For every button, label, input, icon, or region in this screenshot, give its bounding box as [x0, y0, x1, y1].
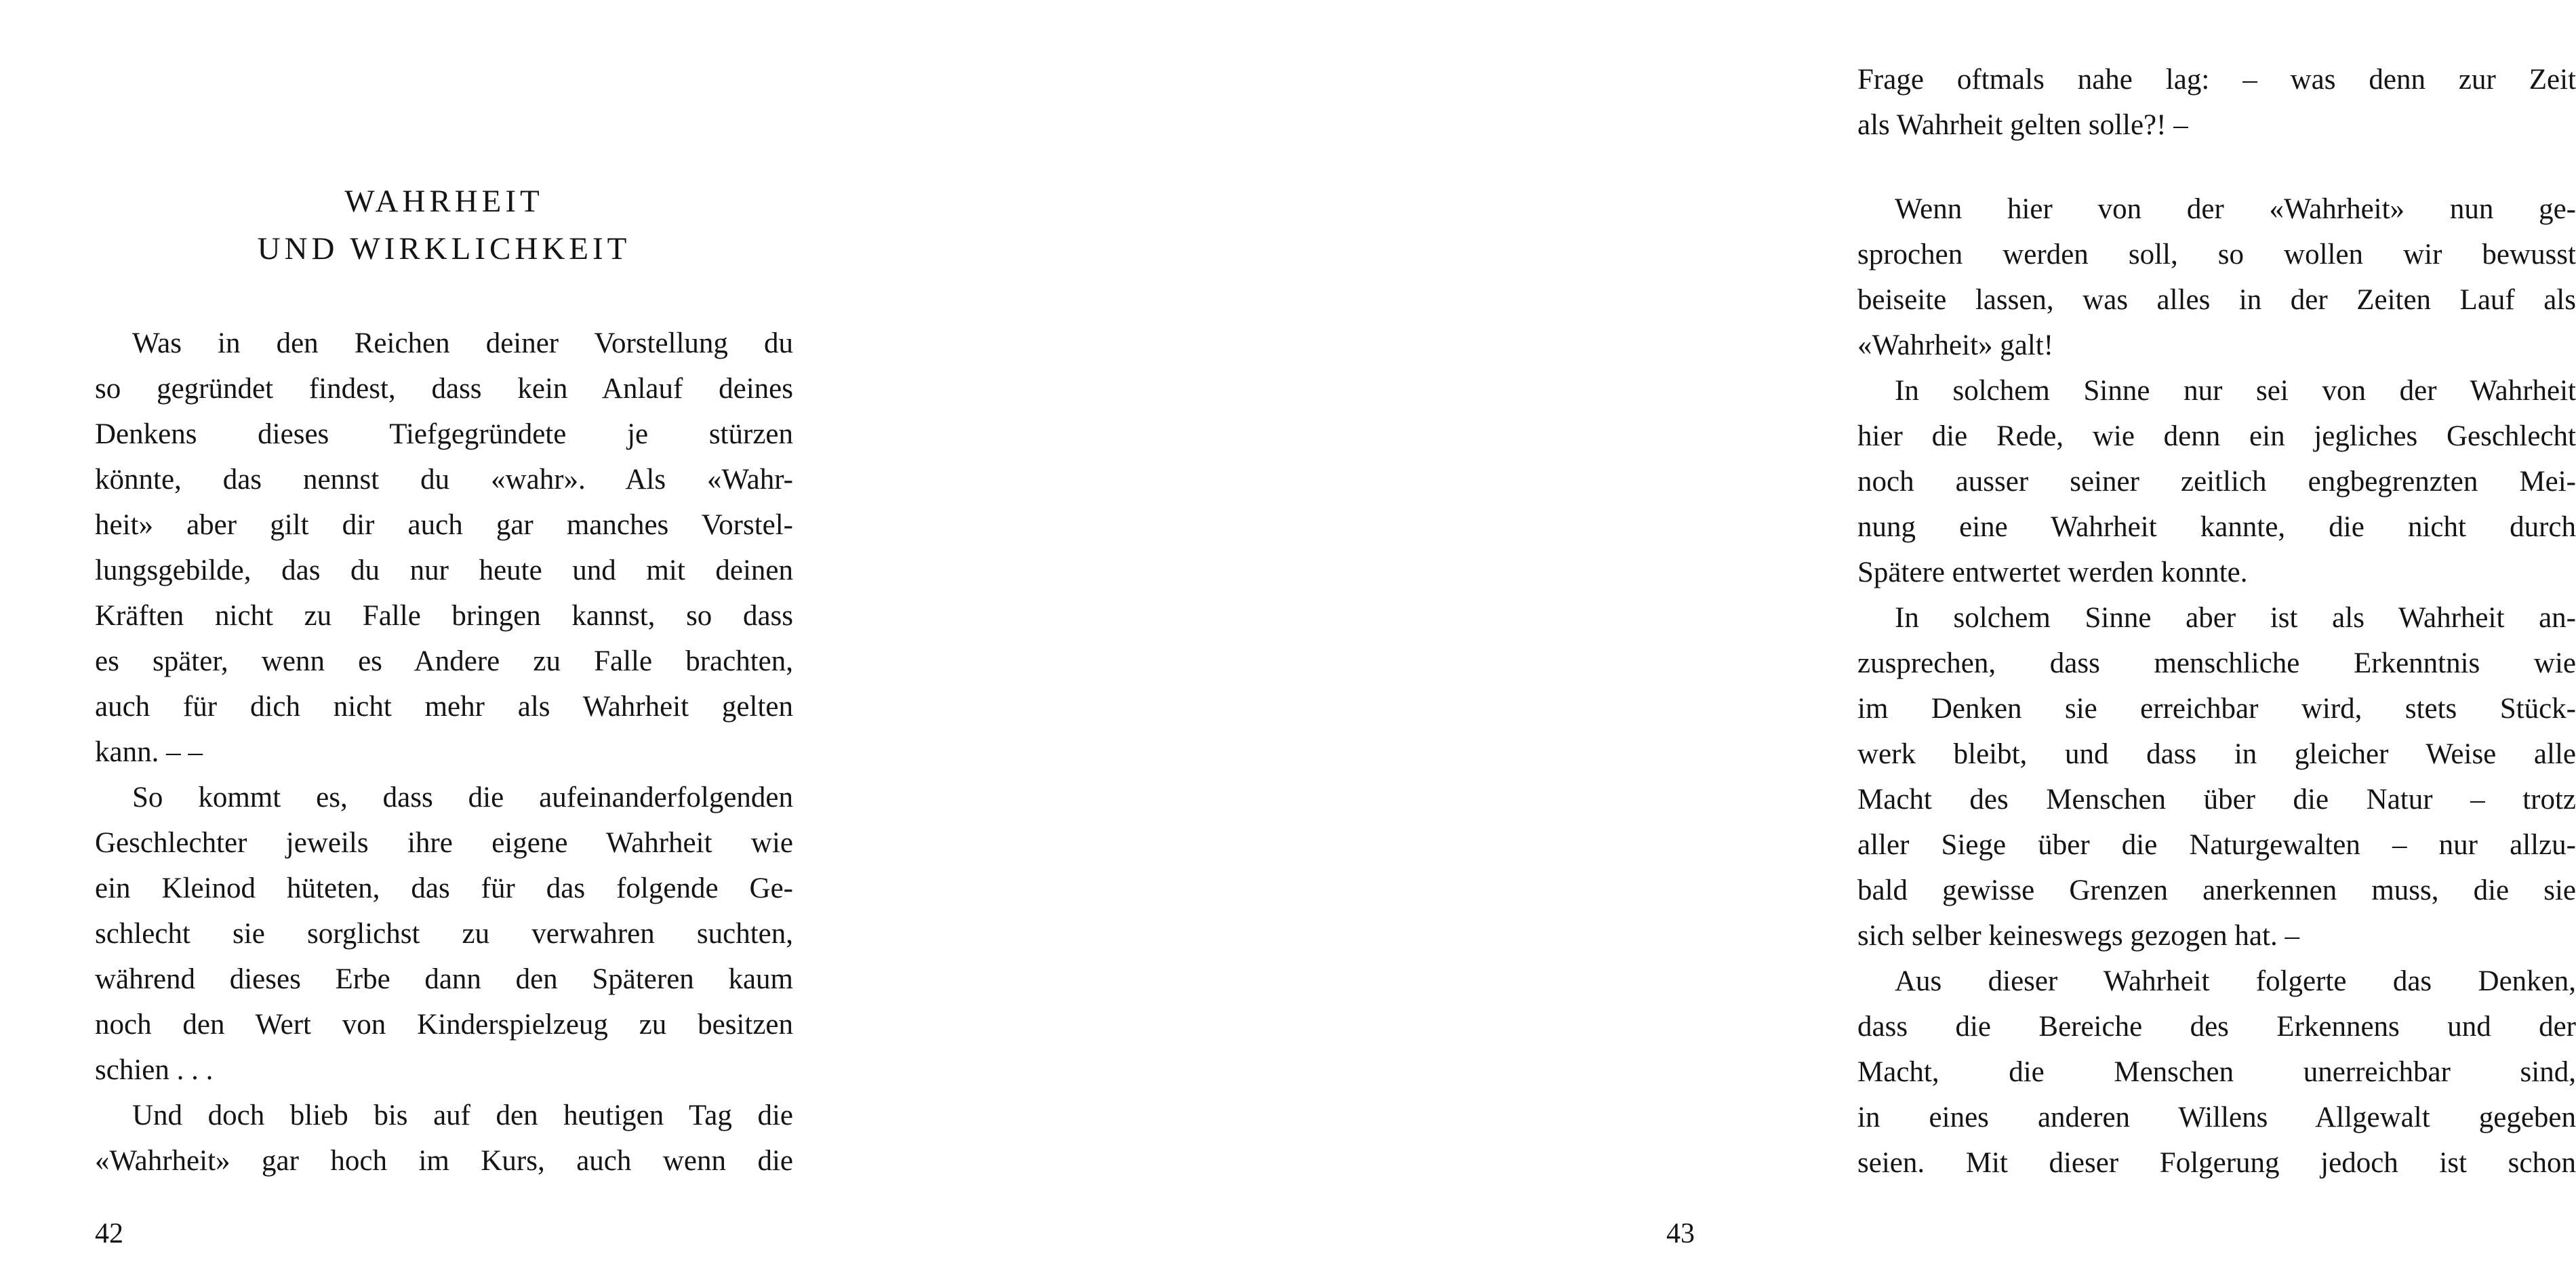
text-line: Geschlechter jeweils ihre eigene Wahrheit wie [95, 827, 793, 859]
text-line: ein Kleinod hüteten, das für das folgende Ge- [95, 872, 793, 904]
text-line: So kommt es, dass die aufeinanderfolgenden [132, 782, 793, 813]
text-line: werk bleibt, und dass in gleicher Weise alle [1857, 738, 2576, 770]
text-line: so gegründet findest, dass kein Anlauf deines [95, 373, 793, 405]
chapter-title-line-1: WAHRHEIT [344, 184, 544, 219]
text-line: sprochen werden soll, so wollen wir bewusst [1857, 239, 2576, 270]
text-line: als Wahrheit gelten solle?! – [1857, 109, 2188, 141]
text-line: Macht, die Menschen unerreichbar sind, [1857, 1056, 2576, 1088]
text-line: Frage oftmals nahe lag: – was denn zur Zeit [1857, 64, 2576, 96]
text-line: Aus dieser Wahrheit folgerte das Denken, [1895, 965, 2576, 997]
text-line: heit» aber gilt dir auch gar manches Vorstel- [95, 509, 793, 541]
text-line: zusprechen, dass menschliche Erkenntnis wie [1857, 647, 2576, 679]
page-number-left: 42 [95, 1218, 123, 1249]
right-page-body [1857, 57, 2576, 1186]
text-line: «Wahrheit» gar hoch im Kurs, auch wenn die [95, 1145, 793, 1177]
paragraph-gap [1857, 148, 2576, 186]
text-line: Wenn hier von der «Wahrheit» nun ge- [1895, 193, 2576, 225]
text-line: Spätere entwertet werden konnte. [1857, 557, 2248, 588]
text-line: In solchem Sinne aber ist als Wahrheit an- [1895, 602, 2576, 634]
text-line: In solchem Sinne nur sei von der Wahrheit [1895, 375, 2576, 407]
page-number-right: 43 [1666, 1218, 1695, 1249]
text-line: schien . . . [95, 1054, 214, 1086]
text-line: lungsgebilde, das du nur heute und mit deinen [95, 555, 793, 586]
chapter-title-line-2: UND WIRKLICHKEIT [257, 231, 631, 266]
text-line: Was in den Reichen deiner Vorstellung du [132, 327, 793, 359]
text-line: Macht des Menschen über die Natur – trotz [1857, 784, 2576, 816]
left-page-body [95, 321, 793, 1184]
text-line: in eines anderen Willens Allgewalt gegeben [1857, 1102, 2576, 1133]
text-line: beiseite lassen, was alles in der Zeiten Lauf als [1857, 284, 2576, 316]
right-page [881, 0, 2576, 1288]
text-line: auch für dich nicht mehr als Wahrheit gelten [95, 691, 793, 723]
text-line: während dieses Erbe dann den Späteren kaum [95, 963, 793, 995]
left-page [0, 0, 881, 1288]
text-line: «Wahrheit» galt! [1857, 329, 2054, 361]
text-line: kann. – – [95, 736, 203, 768]
text-line: seien. Mit dieser Folgerung jedoch ist schon [1857, 1147, 2576, 1179]
text-line: Und doch blieb bis auf den heutigen Tag die [132, 1100, 793, 1131]
text-line: hier die Rede, wie denn ein jegliches Geschlecht [1857, 420, 2576, 452]
text-line: aller Siege über die Naturgewalten – nur allzu- [1857, 829, 2576, 861]
text-line: bald gewisse Grenzen anerkennen muss, die sie [1857, 874, 2576, 906]
text-line: im Denken sie erreichbar wird, stets Stück- [1857, 693, 2576, 725]
text-line: noch den Wert von Kinderspielzeug zu besitzen [95, 1009, 793, 1041]
text-line: Denkens dieses Tiefgegründete je stürzen [95, 418, 793, 450]
text-line: dass die Bereiche des Erkennens und der [1857, 1011, 2576, 1043]
text-line: Kräften nicht zu Falle bringen kannst, so dass [95, 600, 793, 632]
text-line: sich selber keineswegs gezogen hat. – [1857, 920, 2299, 952]
chapter-title [95, 178, 793, 273]
text-line: noch ausser seiner zeitlich engbegrenzten Mei- [1857, 466, 2576, 498]
text-line: nung eine Wahrheit kannte, die nicht durch [1857, 511, 2576, 543]
text-line: könnte, das nennst du «wahr». Als «Wahr- [95, 464, 793, 496]
text-line: schlecht sie sorglichst zu verwahren suchten, [95, 918, 793, 950]
text-line: es später, wenn es Andere zu Falle brachten, [95, 645, 793, 677]
